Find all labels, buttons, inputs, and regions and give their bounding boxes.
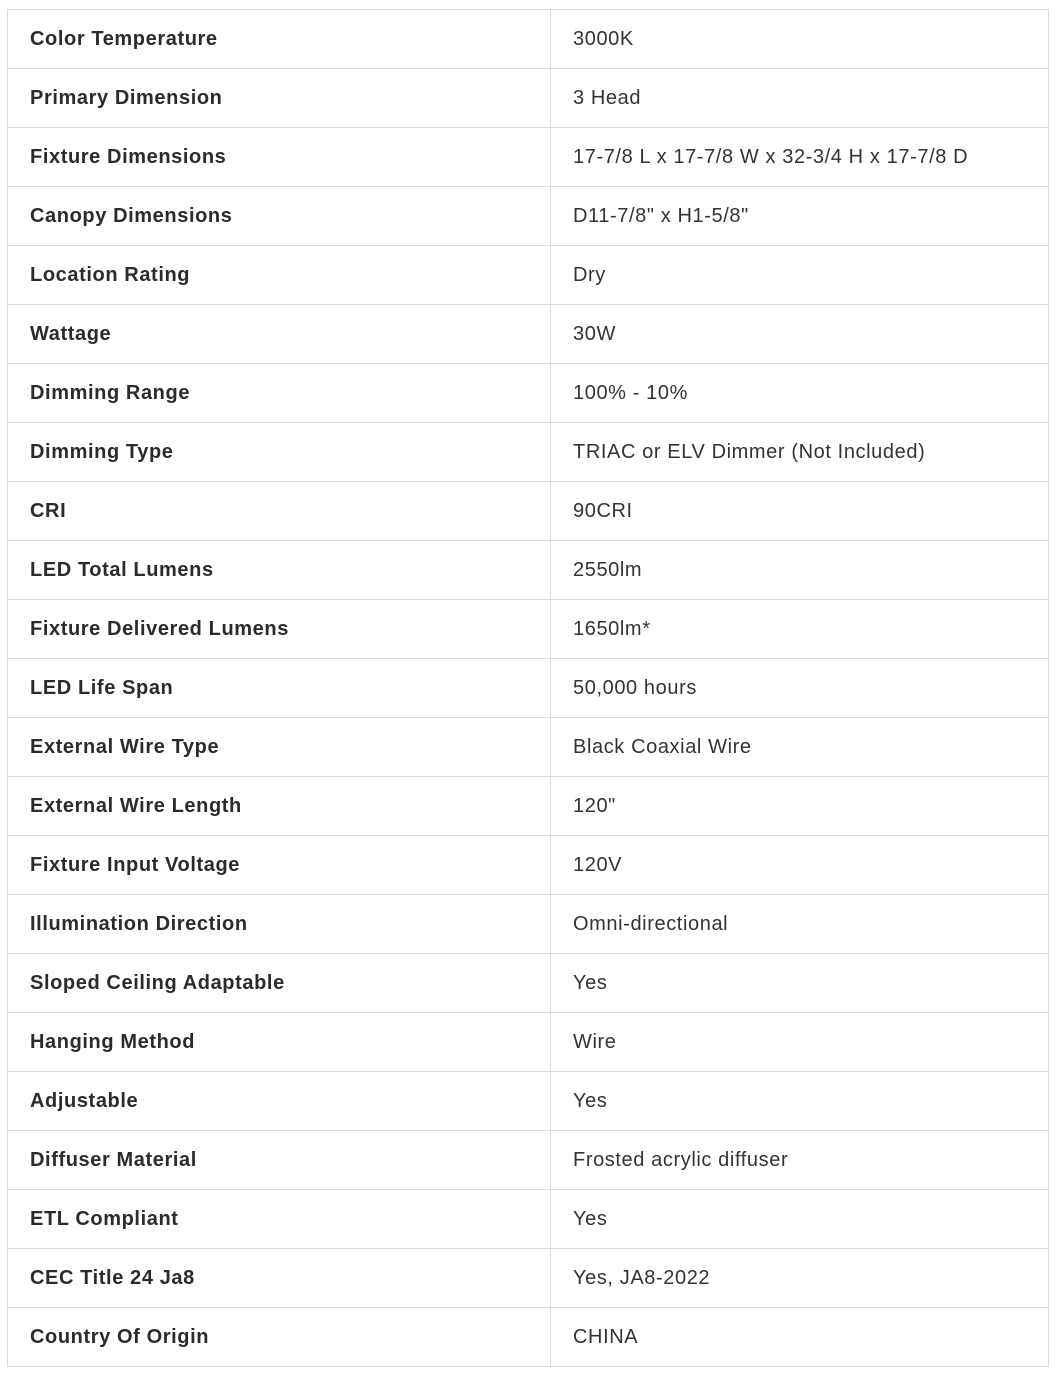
spec-label: Dimming Type xyxy=(8,423,551,482)
table-row xyxy=(8,659,1049,718)
spec-value: 90CRI xyxy=(551,482,1049,541)
spec-value: 30W xyxy=(551,305,1049,364)
table-row xyxy=(8,954,1049,1013)
spec-label: Illumination Direction xyxy=(8,895,551,954)
table-row xyxy=(8,1249,1049,1308)
spec-label: LED Total Lumens xyxy=(8,541,551,600)
table-row xyxy=(8,895,1049,954)
spec-label: External Wire Type xyxy=(8,718,551,777)
table-row xyxy=(8,10,1049,69)
table-row xyxy=(8,600,1049,659)
spec-label: Hanging Method xyxy=(8,1013,551,1072)
spec-value: Yes, JA8-2022 xyxy=(551,1249,1049,1308)
spec-label: CEC Title 24 Ja8 xyxy=(8,1249,551,1308)
spec-value: TRIAC or ELV Dimmer (Not Included) xyxy=(551,423,1049,482)
spec-label: LED Life Span xyxy=(8,659,551,718)
table-row xyxy=(8,541,1049,600)
table-row xyxy=(8,423,1049,482)
spec-value: CHINA xyxy=(551,1308,1049,1367)
table-row xyxy=(8,1308,1049,1367)
spec-label: Primary Dimension xyxy=(8,69,551,128)
spec-value: Yes xyxy=(551,1072,1049,1131)
table-row xyxy=(8,777,1049,836)
spec-label: Diffuser Material xyxy=(8,1131,551,1190)
spec-label: Canopy Dimensions xyxy=(8,187,551,246)
spec-value: D11-7/8" x H1-5/8" xyxy=(551,187,1049,246)
spec-value: 120V xyxy=(551,836,1049,895)
spec-label: Dimming Range xyxy=(8,364,551,423)
spec-label: Fixture Input Voltage xyxy=(8,836,551,895)
spec-value: Dry xyxy=(551,246,1049,305)
spec-value: 120" xyxy=(551,777,1049,836)
spec-value: 100% - 10% xyxy=(551,364,1049,423)
table-row xyxy=(8,187,1049,246)
table-row xyxy=(8,305,1049,364)
table-row xyxy=(8,1131,1049,1190)
spec-value: Wire xyxy=(551,1013,1049,1072)
table-row xyxy=(8,1013,1049,1072)
spec-value: Yes xyxy=(551,954,1049,1013)
spec-label: ETL Compliant xyxy=(8,1190,551,1249)
spec-label: External Wire Length xyxy=(8,777,551,836)
spec-value: 50,000 hours xyxy=(551,659,1049,718)
spec-value: Yes xyxy=(551,1190,1049,1249)
spec-value: 17-7/8 L x 17-7/8 W x 32-3/4 H x 17-7/8 D xyxy=(551,128,1049,187)
spec-value: 2550lm xyxy=(551,541,1049,600)
table-row xyxy=(8,482,1049,541)
table-row xyxy=(8,1190,1049,1249)
spec-label: Color Temperature xyxy=(8,10,551,69)
specifications-table xyxy=(7,9,1049,1367)
spec-value: 3 Head xyxy=(551,69,1049,128)
spec-value: Frosted acrylic diffuser xyxy=(551,1131,1049,1190)
table-row xyxy=(8,128,1049,187)
table-row xyxy=(8,246,1049,305)
spec-label: Fixture Delivered Lumens xyxy=(8,600,551,659)
spec-label: CRI xyxy=(8,482,551,541)
spec-label: Country Of Origin xyxy=(8,1308,551,1367)
spec-label: Location Rating xyxy=(8,246,551,305)
spec-value: 3000K xyxy=(551,10,1049,69)
spec-label: Sloped Ceiling Adaptable xyxy=(8,954,551,1013)
spec-label: Fixture Dimensions xyxy=(8,128,551,187)
table-row xyxy=(8,364,1049,423)
table-row xyxy=(8,69,1049,128)
spec-value: Black Coaxial Wire xyxy=(551,718,1049,777)
table-row xyxy=(8,836,1049,895)
spec-label: Adjustable xyxy=(8,1072,551,1131)
spec-value: 1650lm* xyxy=(551,600,1049,659)
specifications-body xyxy=(8,10,1049,1367)
spec-value: Omni-directional xyxy=(551,895,1049,954)
table-row xyxy=(8,718,1049,777)
spec-label: Wattage xyxy=(8,305,551,364)
table-row xyxy=(8,1072,1049,1131)
